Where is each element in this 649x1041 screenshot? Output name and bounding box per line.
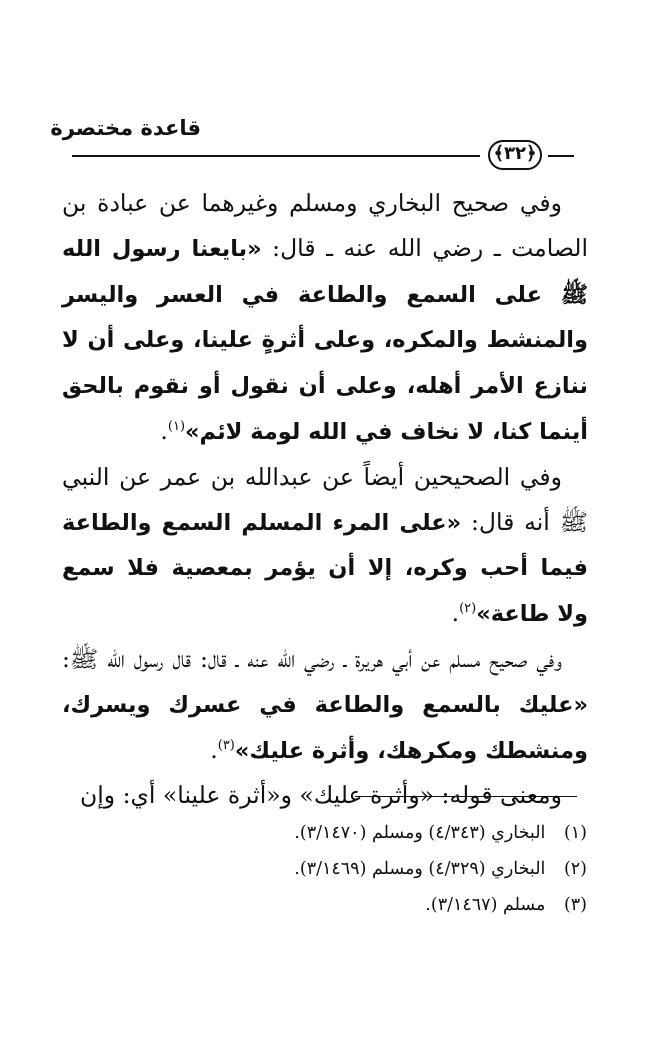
paragraph-text: وفي صحيح البخاري ومسلم وغيرهما عن عبادة بن الصامت ـ رضي الله عنه ـ قال: xyxy=(62,189,588,262)
paragraph-ubada-hadith xyxy=(62,181,588,455)
paragraph-end: . xyxy=(210,735,218,764)
footnote-number: (١) xyxy=(563,823,587,843)
paragraph-text: ومعنى قوله: «وأثرة عليك» و«أثرة علينا» أي: وإن xyxy=(79,781,562,810)
footnotes xyxy=(127,815,587,923)
body-text xyxy=(62,181,588,818)
running-title: قاعدة مختصرة xyxy=(50,116,201,140)
paragraph-abu-hurayra-hadith xyxy=(62,637,588,773)
paragraph-text: وفي الصحيحين أيضاً عن عبدالله بن عمر عن النبي ﷺ أنه قال: xyxy=(62,462,588,536)
header-rule-tail xyxy=(548,155,574,157)
footnote-reference: (٣) xyxy=(217,737,235,753)
footnote-text: البخاري (٤/٣٤٣) ومسلم (٣/١٤٧٠). xyxy=(294,823,546,843)
footnote-number: (٣) xyxy=(563,895,587,915)
header-rule xyxy=(72,155,480,157)
footnote-reference: (١) xyxy=(167,419,186,435)
footnote-separator xyxy=(355,796,577,797)
hadith-quote: «عليك بالسمع والطاعة في عسرك ويسرك، ومنشطك ومكرهك، وأثرة عليك» xyxy=(62,691,588,764)
page-number: ﴿٣٢﴾ xyxy=(488,140,542,170)
footnote-text: مسلم (٣/١٤٦٧). xyxy=(425,895,546,915)
paragraph-end: . xyxy=(160,416,168,445)
hadith-quote: «على المرء المسلم السمع والطاعة فيما أحب وكره، إلا أن يؤمر بمعصية فلا سمع ولا طاعة» xyxy=(62,509,588,628)
footnote-item xyxy=(127,887,587,923)
paragraph-end: . xyxy=(451,599,460,628)
footnote-number: (٢) xyxy=(563,859,587,879)
paragraph-text: وفي صحيح مسلم عن أبي هريرة ـ رضي الله عنه ـ قال: قال رسول الله ﷺ: xyxy=(62,644,562,673)
footnote-reference: (٢) xyxy=(459,601,477,617)
hadith-quote: «بايعنا رسول الله ﷺ على السمع والطاعة في العسر واليسر والمنشط والمكره، وعلى أثرةٍ علينا، وعلى أن لا ننازع الأمر أهله، وعلى أن نقول أو نقوم بالحق أينما كنا، لا نخاف في الله لومة لائم» xyxy=(62,235,588,445)
footnote-item xyxy=(127,815,587,851)
paragraph-ibn-umar-hadith xyxy=(62,455,588,637)
footnote-item xyxy=(127,851,587,887)
footnote-text: البخاري (٤/٣٢٩) ومسلم (٣/١٤٦٩). xyxy=(294,859,546,879)
